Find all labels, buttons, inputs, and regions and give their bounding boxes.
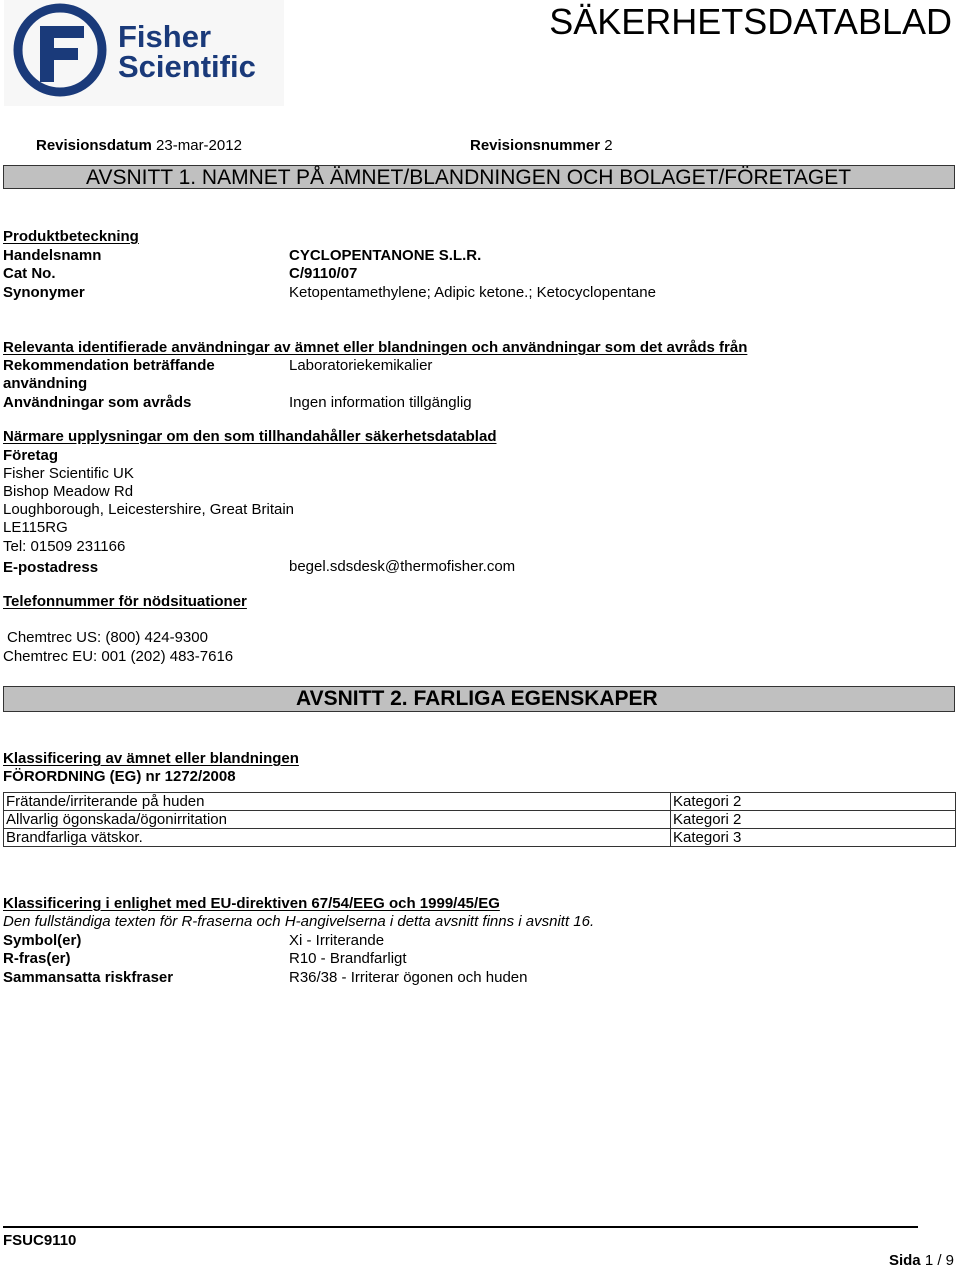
eu-classification-note: Den fullständiga texten för R-fraserna och H-angivelserna i detta avsnitt finns i avsnitt 16. bbox=[3, 913, 595, 930]
footer-divider bbox=[3, 1226, 918, 1228]
section-1-title: AVSNITT 1. NAMNET PÅ ÄMNET/BLANDNINGEN OCH BOLAGET/FÖRETAGET bbox=[86, 166, 852, 189]
table-row bbox=[4, 793, 956, 811]
cat-no-label: Cat No. bbox=[3, 265, 56, 282]
hazard-cell: Allvarlig ögonskada/ögonirritation bbox=[4, 811, 671, 829]
section-2-title: AVSNITT 2. FARLIGA EGENSKAPER bbox=[296, 687, 658, 710]
email-value: begel.sdsdesk@thermofisher.com bbox=[289, 558, 516, 575]
hazard-cell: Brandfarliga vätskor. bbox=[4, 829, 671, 847]
email-label: E-postadress bbox=[3, 559, 99, 576]
address-line: Bishop Meadow Rd bbox=[3, 483, 134, 500]
table-row bbox=[4, 829, 956, 847]
classification-table bbox=[3, 792, 956, 847]
emergency-heading: Telefonnummer för nödsituationer bbox=[3, 593, 247, 610]
address-line: LE115RG bbox=[3, 519, 68, 536]
emergency-line-eu: Chemtrec EU: 001 (202) 483-7616 bbox=[3, 648, 234, 665]
document-title: SÄKERHETSDATABLAD bbox=[549, 1, 952, 42]
r-phrase-label: R-fras(er) bbox=[3, 950, 71, 967]
revision-date-value: 23-mar-2012 bbox=[156, 137, 242, 154]
footer-code: FSUC9110 bbox=[3, 1232, 77, 1249]
page-label: Sida bbox=[888, 1252, 921, 1269]
regulation-label: FÖRORDNING (EG) nr 1272/2008 bbox=[3, 768, 236, 785]
revision-number-label: Revisionsnummer bbox=[470, 137, 601, 154]
symbol-value: Xi - Irriterande bbox=[289, 932, 385, 949]
recommended-use-label-line2: användning bbox=[3, 375, 88, 392]
trade-name-value: CYCLOPENTANONE S.L.R. bbox=[289, 247, 482, 264]
category-cell: Kategori 2 bbox=[671, 811, 956, 829]
logo-wordmark: Fisher Scientific bbox=[118, 19, 256, 84]
phone-line: Tel: 01509 231166 bbox=[3, 538, 126, 555]
uses-advised-against-value: Ingen information tillgänglig bbox=[289, 394, 472, 411]
combined-phrases-value: R36/38 - Irriterar ögonen och huden bbox=[289, 969, 528, 986]
emergency-line-us: Chemtrec US: (800) 424-9300 bbox=[7, 629, 208, 646]
revision-date-label: Revisionsdatum bbox=[36, 137, 152, 154]
section-2-header bbox=[3, 686, 955, 712]
table-row bbox=[4, 811, 956, 829]
page-number bbox=[889, 1252, 954, 1270]
classification-heading: Klassificering av ämnet eller blandningen bbox=[3, 750, 299, 767]
synonyms-label: Synonymer bbox=[3, 284, 85, 301]
address-line: Fisher Scientific UK bbox=[3, 465, 134, 482]
hazard-cell: Frätande/irriterande på huden bbox=[4, 793, 671, 811]
category-cell: Kategori 3 bbox=[671, 829, 956, 847]
synonyms-value: Ketopentamethylene; Adipic ketone.; Ketocyclopentane bbox=[289, 284, 656, 301]
trade-name-label: Handelsnamn bbox=[3, 247, 102, 264]
symbol-label: Symbol(er) bbox=[3, 932, 82, 949]
company-label: Företag bbox=[3, 447, 59, 464]
fisher-scientific-f-icon bbox=[10, 0, 120, 106]
fisher-scientific-logo bbox=[4, 0, 284, 106]
page-value: 1 / 9 bbox=[924, 1252, 954, 1269]
section-1-header bbox=[3, 165, 955, 189]
uses-advised-against-label: Användningar som avråds bbox=[3, 394, 192, 411]
revision-number-value: 2 bbox=[604, 137, 613, 154]
uses-heading: Relevanta identifierade användningar av ämnet eller blandningen och användningar som det avråds från bbox=[3, 339, 748, 356]
product-heading: Produktbeteckning bbox=[3, 228, 139, 245]
combined-phrases-label: Sammansatta riskfraser bbox=[3, 969, 174, 986]
revision-number bbox=[470, 137, 613, 155]
eu-classification-heading: Klassificering i enlighet med EU-direktiven 67/54/EEG och 1999/45/EG bbox=[3, 895, 500, 912]
supplier-heading: Närmare upplysningar om den som tillhandahåller säkerhetsdatablad bbox=[3, 428, 497, 445]
address-line: Loughborough, Leicestershire, Great Britain bbox=[3, 501, 295, 518]
recommended-use-value: Laboratoriekemikalier bbox=[289, 357, 433, 374]
r-phrase-value: R10 - Brandfarligt bbox=[289, 950, 407, 967]
revision-date bbox=[36, 137, 242, 155]
recommended-use-label-line1: Rekommendation beträffande bbox=[3, 357, 215, 374]
category-cell: Kategori 2 bbox=[671, 793, 956, 811]
cat-no-value: C/9110/07 bbox=[289, 265, 358, 282]
